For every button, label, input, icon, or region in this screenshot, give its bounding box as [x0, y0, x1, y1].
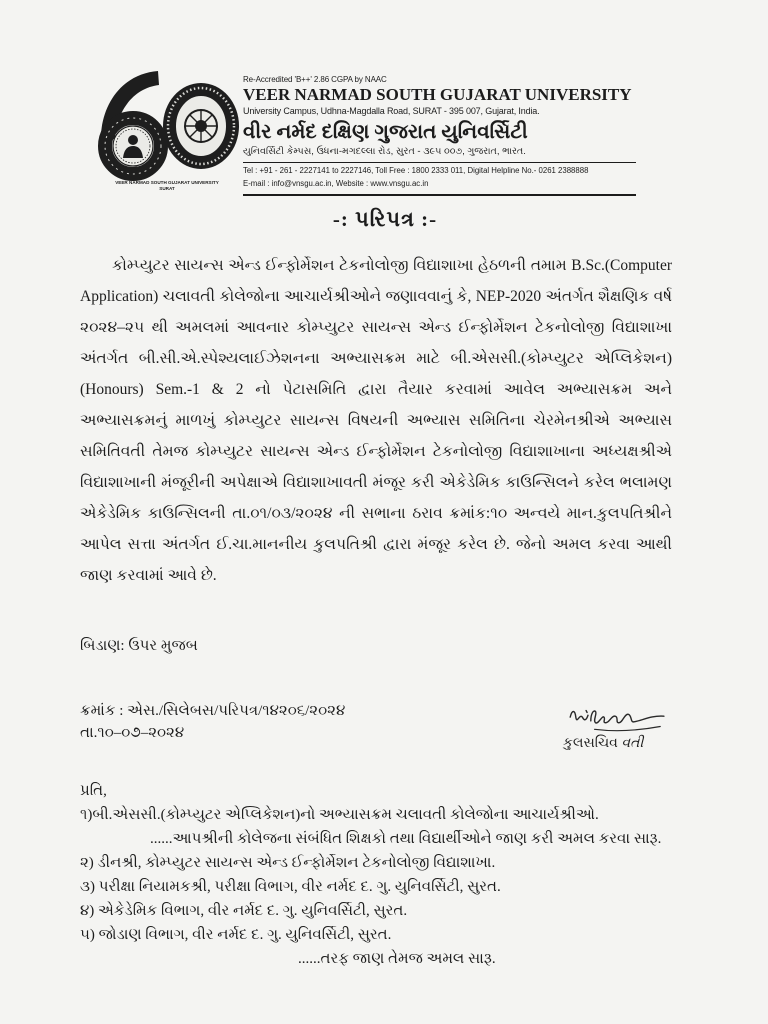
circular-content: [80, 250, 672, 971]
header-divider-bottom: [243, 194, 636, 196]
university-name-gujarati: વીર નર્મદ દક્ષિણ ગુજરાત યુનિવર્સિટી: [243, 121, 528, 143]
handwritten-signature: [563, 704, 673, 734]
accreditation-note: Re-Accredited 'B++' 2.86 CGPA by NAAC: [243, 75, 387, 84]
reference-and-signature: [80, 700, 672, 753]
university-address-gujarati: યુનિવર્સિટી કેમ્પસ, ઉધના-મગદલ્લા રોડ, સુરત - ૩૯૫ ૦૦૭, ગુજરાત, ભારત.: [243, 146, 526, 157]
recipient-item: ૩) પરીક્ષા નિયામકશ્રી, પરીક્ષા વિભાગ, વીર નર્મદ દ. ગુ. યુનિવર્સિટી, સુરત.: [80, 879, 501, 895]
contact-telephone: Tel : +91 - 261 - 2227141 to 2227146, Toll Free : 1800 2333 011, Digital Helpline No.- 0261 2388888: [243, 166, 589, 175]
recipients-section: [80, 779, 672, 971]
header-divider-top: [243, 162, 636, 163]
university-logo: [92, 66, 242, 196]
logo-caption-city: SURAT: [159, 186, 175, 191]
university-address-english: University Campus, Udhna-Magdalla Road, SURAT - 395 007, Gujarat, India.: [243, 106, 540, 116]
reference-block: [80, 700, 345, 744]
recipient-item: ૪) એકેડેમિક વિભાગ, વીર નર્મદ દ. ગુ. યુનિવર્સિટી, સુરત.: [80, 903, 408, 919]
circular-date: તા.૧૦–૦૭–૨૦૨૪: [80, 725, 185, 741]
circular-title: -: પરિપત્ર :-: [332, 207, 438, 231]
enclosure-line: બિડાણ: ઉપર મુજબ: [80, 638, 198, 654]
signatory-designation: [563, 734, 643, 753]
university-name-english: VEER NARMAD SOUTH GUJARAT UNIVERSITY: [243, 85, 632, 104]
recipient-item-note: ......આપશ્રીની કોલેજના સંબંધિત શિક્ષકો તથા વિદ્યાર્થીઓને જાણ કરી અમલ કરવા સારૂ.: [150, 831, 662, 847]
signatory-handwritten-suffix: વતી: [621, 735, 644, 751]
signatory-title: કુલસચિવ: [563, 736, 618, 751]
reference-number: ક્રમાંક : એસ./સિલેબસ/પરિપત્ર/૧૪૨૦૬/૨૦૨૪: [80, 703, 346, 719]
contact-email-website: E-mail : info@vnsgu.ac.in, Website : www.vnsgu.ac.in: [243, 179, 429, 188]
signature-block: [563, 704, 678, 753]
circular-body: કોમ્પ્યુટર સાયન્સ એન્ડ ઈન્ફોર્મેશન ટેકનોલોજી વિદ્યાશાખા હેઠળની તમામ B.Sc.(Computer Application) ચલાવતી કોલેજોના આચાર્યશ્રીઓને જણાવવાનું કે, NEP-2020 અંતર્ગત શૈક્ષણિક વર્ષ ૨૦૨૪–૨૫ થી અમલમાં આવનાર કોમ્પ્યુટર સાયન્સ એન્ડ ઈન્ફોર્મેશન ટેકનોલોજી વિદ્યાશાખા અંતર્ગત બી.સી.એ.સ્પેશ્યલાઈઝેશનના અભ્યાસક્રમ માટે બી.એસસી.(કોમ્પ્યુટર એપ્લિકેશન)(Honours) Sem.-1 & 2 નો પેટાસમિતિ દ્વારા તૈયાર કરવામાં આવેલ અભ્યાસક્રમ અને અભ્યાસક્રમનું માળખું કોમ્પ્યુટર સાયન્સ વિષયની અભ્યાસ સમિતિના ચેરમેનશ્રીએ અભ્યાસ સમિતિવતી તેમજ કોમ્પ્યુટર સાયન્સ એન્ડ ઈન્ફોર્મેશન ટેકનોલોજી વિદ્યાશાખાના અધ્યક્ષશ્રીએ વિદ્યાશાખાની મંજૂરીની અપેક્ષાએ વિદ્યાશાખાવતી મંજૂર કરી એકેડેમિક કાઉન્સિલને કરેલ ભલામણ એકેડેમિક કાઉન્સિલની તા.૦૧/૦૩/૨૦૨૪ ની સભાના ઠરાવ ક્રમાંક:૧૦ અન્વયે માન.કુલપતિશ્રીને આપેલ સત્તા અંતર્ગત ઈ.ચા.માનનીય કુલપતિશ્રી દ્વારા મંજૂર કરેલ છે. જેનો અમલ કરવા આથી જાણ કરવામાં આવે છે.: [80, 257, 672, 584]
logo-caption-name: VEER NARMAD SOUTH GUJARAT UNIVERSITY: [115, 180, 219, 185]
recipients-heading: પ્રતિ,: [80, 783, 107, 799]
recipient-item: ૧)બી.એસસી.(કોમ્પ્યુટર એપ્લિકેશન)નો અભ્યાસક્રમ ચલાવતી કોલેજોના આચાર્યશ્રીઓ.: [80, 807, 599, 823]
recipient-item: ૫) જોડાણ વિભાગ, વીર નર્મદ દ. ગુ. યુનિવર્સિટી, સુરત.: [80, 927, 392, 943]
recipients-closing: ......તરફ જાણ તેમજ અમલ સારૂ.: [298, 951, 496, 967]
recipient-item: ૨) ડીનશ્રી, કોમ્પ્યુટર સાયન્સ એન્ડ ઈન્ફોર્મેશન ટેકનોલોજી વિદ્યાશાખા.: [80, 855, 496, 871]
